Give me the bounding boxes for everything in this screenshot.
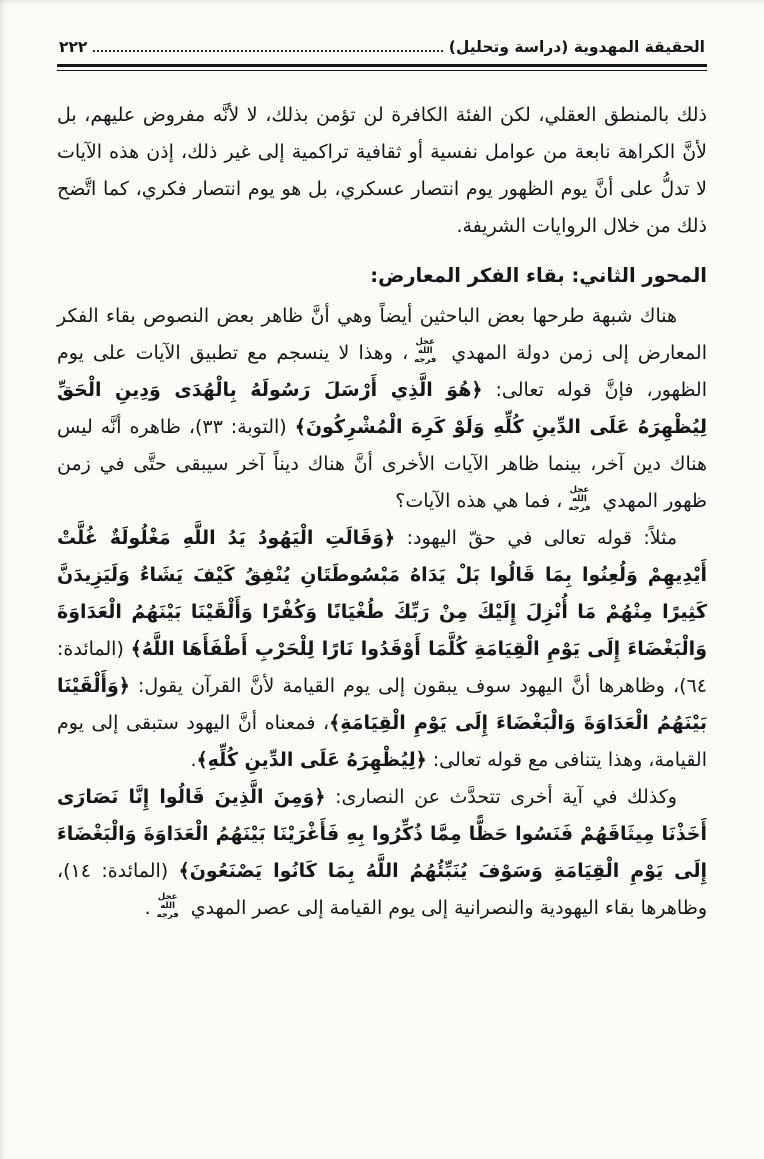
paragraph-objection — [57, 298, 707, 520]
honorific-symbol: عجل الله فرجه — [414, 337, 437, 365]
paragraph-continuation: ذلك بالمنطق العقلي، لكن الفئة الكافرة لن تؤمن بذلك، لا لأنَّه مفروض عليهم، بل لأنَّ الكراهة نابعة من عوامل نفسية أو ثقافية تراكمية إلى غير ذلك، إذن هذه الآيات لا تدلُّ على أنَّ يوم الظهور يوم انتصار عسكري، بل هو يوم انتصار فكري، كما اتَّضح ذلك من خلال الروايات الشريفة. — [57, 104, 707, 237]
header-divider — [57, 64, 707, 71]
section-heading: المحور الثاني: بقاء الفكر المعارض: — [370, 264, 707, 287]
body-text: ، فما هي هذه الآيات؟ — [395, 490, 563, 512]
quran-verse-tawbah-33-excerpt: ﴿لِيُظْهِرَهُ عَلَى الدِّينِ كُلِّهِ﴾ — [196, 749, 427, 771]
paragraph-christians-verse — [57, 779, 707, 927]
quran-verse-tawbah-33: ﴿هُوَ الَّذِي أَرْسَلَ رَسُولَهُ بِالْهُدَى وَدِينِ الْحَقِّ لِيُظْهِرَهُ عَلَى الدِّينِ كُلِّهِ وَلَوْ كَرِهَ الْمُشْرِكُونَ﴾ — [57, 379, 708, 438]
body-text: ، فمعناه أنَّ اليهود ستبقى إلى يوم القيامة، وهذا يتنافى مع قوله تعالى: — [57, 712, 707, 771]
body-text: مثلاً: قوله تعالى في حقّ اليهود: — [395, 527, 677, 549]
dotted-leader — [93, 49, 442, 52]
body-text: . — [190, 749, 197, 771]
body-text: (المائدة: ٦٤)، وظاهرها أنَّ اليهود سوف يبقون إلى يوم القيامة لأنَّ القرآن يقول: — [57, 638, 707, 697]
honorific-symbol: عجل الله فرجه — [568, 485, 591, 513]
body-text: (المائدة: ١٤)، وظاهرها بقاء اليهودية والنصرانية إلى يوم القيامة إلى عصر المهدي — [57, 860, 707, 919]
page-header — [57, 38, 707, 62]
body-text: ، وهذا لا ينسجم مع تطبيق الآيات على يوم الظهور، فإنَّ قوله تعالى: — [57, 342, 707, 401]
body-text: وكذلك في آية أخرى تتحدَّث عن النصارى: — [325, 786, 677, 808]
body-text: . — [144, 897, 151, 919]
quran-verse-maidah-64-excerpt: ﴿وَأَلْقَيْنَا بَيْنَهُمُ الْعَدَاوَةَ وَالْبَغْضَاءَ إِلَى يَوْمِ الْقِيَامَةِ﴾ — [57, 675, 707, 734]
paragraph-jews-verse — [57, 520, 707, 779]
quran-verse-maidah-14: ﴿وَمِنَ الَّذِينَ قَالُوا إِنَّا نَصَارَى أَخَذْنَا مِيثَاقَهُمْ فَنَسُوا حَظًّا مِمَّا ذُكِّرُوا بِهِ فَأَغْرَيْنَا بَيْنَهُمُ الْعَدَاوَةَ وَالْبَغْضَاءَ إِلَى يَوْمِ الْقِيَامَةِ وَسَوْفَ يُنَبِّئُهُمُ اللَّهُ بِمَا كَانُوا يَصْنَعُونَ﴾ — [57, 786, 708, 882]
body-text: هناك شبهة طرحها بعض الباحثين أيضاً وهي أنَّ ظاهر بعض النصوص بقاء الفكر المعارض إلى زمن دولة المهدي — [57, 305, 708, 364]
honorific-symbol: عجل الله فرجه — [156, 892, 179, 920]
page-number: ٢٢٢ — [59, 38, 88, 56]
body-text: (التوبة: ٣٣)، ظاهره أنَّه ليس هناك دين آخر، بينما ظاهر الآيات الأخرى أنَّ هناك ديناً آخر سيبقى حتَّى في زمن ظهور المهدي — [57, 416, 707, 512]
quran-verse-maidah-64: ﴿وَقَالَتِ الْيَهُودُ يَدُ اللَّهِ مَغْلُولَةٌ غُلَّتْ أَيْدِيهِمْ وَلُعِنُوا بِمَا قَالُوا بَلْ يَدَاهُ مَبْسُوطَتَانِ يُنْفِقُ كَيْفَ يَشَاءُ وَلَيَزِيدَنَّ كَثِيرًا مِنْهُمْ مَا أُنْزِلَ إِلَيْكَ مِنْ رَبِّكَ طُغْيَانًا وَكُفْرًا وَأَلْقَيْنَا بَيْنَهُمُ الْعَدَاوَةَ وَالْبَغْضَاءَ إِلَى يَوْمِ الْقِيَامَةِ كُلَّمَا أَوْقَدُوا نَارًا لِلْحَرْبِ أَطْفَأَهَا اللَّهُ﴾ — [57, 527, 707, 660]
book-title: الحقيقة المهدوية (دراسة وتحليل) — [448, 38, 705, 56]
body-text-block — [57, 97, 707, 927]
